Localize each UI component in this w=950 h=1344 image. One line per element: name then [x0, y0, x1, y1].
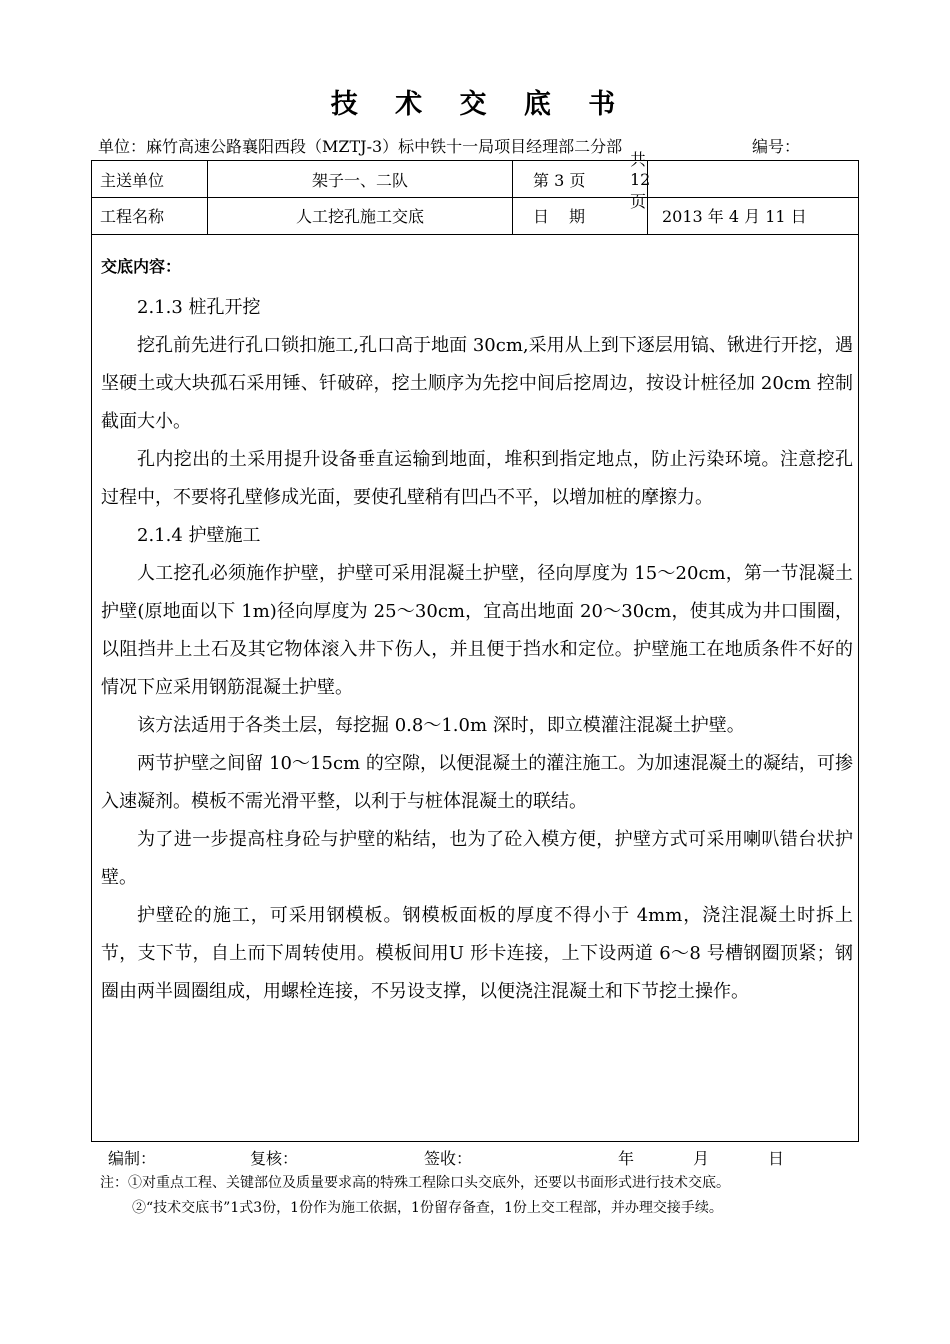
number-label: 编号： [752, 137, 801, 156]
content-label: 交底内容： [101, 257, 182, 276]
project-label: 工程名称 [92, 197, 208, 234]
month-label: 月 [693, 1149, 710, 1168]
project-value: 人工挖孔施工交底 [208, 197, 513, 234]
reviewed-by-label: 复核： [250, 1149, 299, 1168]
table-row-project [92, 197, 858, 235]
received-by-label: 签收： [424, 1149, 473, 1168]
compiled-by-label: 编制： [108, 1149, 157, 1168]
unit-line: 单位：麻竹高速公路襄阳西段（MZTJ-3）标中铁十一局项目经理部二分部 [98, 137, 623, 156]
note-1: 注：①对重点工程、关键部位及质量要求高的特殊工程除口头交底外，还要以书面形式进行技术交底。 [100, 1175, 730, 1191]
page-number: 第 3 页 [533, 170, 586, 190]
paragraph: 人工挖孔必须施作护壁，护壁可采用混凝土护壁，径向厚度为 15～20cm，第一节混凝土护壁(原地面以下 1m)径向厚度为 25～30cm，宜高出地面 20～30cm，使其成为井口围圈，以阻挡井上土石及其它物体滚入井下伤人，并且便于挡水和定位。护壁施工在地质条件不好的情况下应采用钢筋混凝土护壁。 [101, 563, 853, 698]
day-label: 日 [768, 1149, 785, 1168]
section-heading: 2.1.3 桩孔开挖 [137, 297, 261, 318]
date-label: 日期 [533, 207, 606, 226]
recipient-value: 架子一、二队 [208, 161, 513, 197]
page-total: 共 12 页 [630, 149, 651, 211]
paragraph: 挖孔前先进行孔口锁扣施工,孔口高于地面 30cm,采用从上到下逐层用镐、锹进行开挖，遇坚硬土或大块孤石采用锤、钎破碎，挖土顺序为先挖中间后挖周边，按设计桩径加 20cm 控制截面大小。 [101, 335, 853, 432]
year-label: 年 [618, 1149, 635, 1168]
paragraph: 该方法适用于各类土层，每挖掘 0.8～1.0m 深时，即立模灌注混凝土护壁。 [137, 715, 745, 736]
table-row-recipient [92, 149, 858, 211]
page-cell-right [648, 161, 858, 197]
disclosure-sheet [91, 149, 859, 1142]
content-body [101, 289, 853, 1011]
date-value-cell [648, 197, 858, 234]
note-2: ②“技术交底书”1式3份，1份作为施工依据，1份留存备查，1份上交工程部，并办理交接手续。 [132, 1200, 723, 1216]
recipient-label: 主送单位 [92, 161, 208, 197]
paragraph: 为了进一步提高柱身砼与护壁的粘结，也为了砼入模方便，护壁方式可采用喇叭错台状护壁。 [101, 829, 853, 888]
paragraph: 两节护壁之间留 10～15cm 的空隙，以便混凝土的灌注施工。为加速混凝土的凝结，可掺入速凝剂。模板不需光滑平整，以利于与桩体混凝土的联结。 [101, 753, 853, 812]
paragraph: 护壁砼的施工，可采用钢模板。钢模板面板的厚度不得小于 4mm，浇注混凝土时拆上节，支下节，自上而下周转使用。模板间用U 形卡连接，上下设两道 6～8 号槽钢圈顶紧；钢圈由两半圆圈组成，用螺栓连接，不另设支撑，以便浇注混凝土和下节挖土操作。 [101, 905, 853, 1002]
date-label-cell [513, 197, 648, 234]
document-title: 技 术 交 底 书 [330, 89, 630, 120]
date-value: 2013 年 4 月 11 日 [662, 207, 807, 226]
section-heading: 2.1.4 护壁施工 [137, 525, 261, 546]
page-cell [513, 149, 651, 211]
paragraph: 孔内挖出的土采用提升设备垂直运输到地面，堆积到指定地点，防止污染环境。注意挖孔过程中，不要将孔壁修成光面，要使孔壁稍有凹凸不平，以增加桩的摩擦力。 [101, 449, 853, 508]
